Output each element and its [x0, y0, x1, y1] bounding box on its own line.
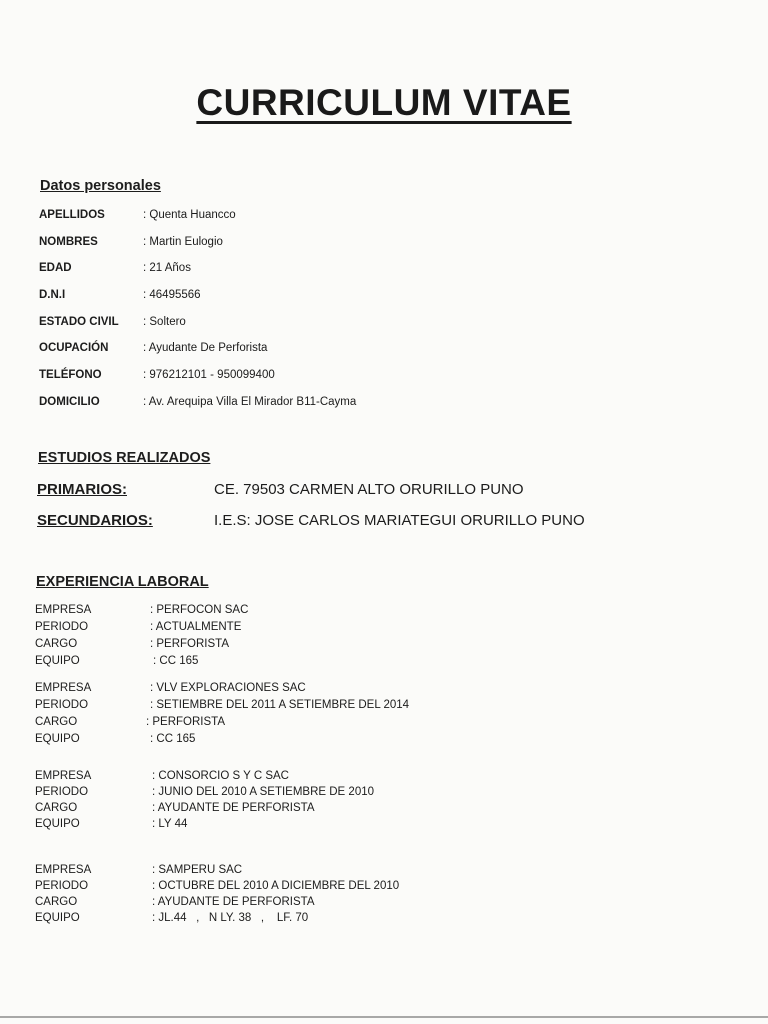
job-periodo: : ACTUALMENTE — [150, 621, 242, 633]
job-cargo: : PERFORISTA — [146, 716, 226, 728]
job-label-cargo: CARGO — [35, 802, 78, 814]
job-periodo: : SETIEMBRE DEL 2011 A SETIEMBRE DEL 2014 — [150, 699, 410, 711]
job-equipo: : CC 165 — [150, 733, 196, 745]
personal-label: D.N.I — [39, 289, 66, 301]
personal-label: ESTADO CIVIL — [39, 316, 119, 328]
job-empresa: : VLV EXPLORACIONES SAC — [150, 682, 306, 694]
job-cargo: : AYUDANTE DE PERFORISTA — [152, 896, 315, 908]
personal-value: : 21 Años — [143, 262, 191, 274]
personal-label: TELÉFONO — [39, 369, 102, 381]
job-equipo: : JL.44 , N LY. 38 , LF. 70 — [152, 912, 309, 924]
job-equipo: : CC 165 — [153, 655, 199, 667]
personal-value: : Quenta Huancco — [143, 209, 236, 221]
job-equipo: : LY 44 — [152, 818, 188, 830]
experience-heading: EXPERIENCIA LABORAL — [36, 574, 209, 590]
personal-value: : Ayudante De Perforista — [143, 342, 268, 354]
personal-label: OCUPACIÓN — [39, 342, 109, 354]
personal-value: : Martin Eulogio — [143, 236, 223, 248]
job-label-empresa: EMPRESA — [35, 682, 92, 694]
document-title: CURRICULUM VITAE — [196, 82, 572, 123]
job-empresa: : CONSORCIO S Y C SAC — [152, 770, 289, 782]
job-label-cargo: CARGO — [35, 716, 78, 728]
personal-label: APELLIDOS — [39, 209, 105, 221]
job-cargo: : PERFORISTA — [150, 638, 230, 650]
job-cargo: : AYUDANTE DE PERFORISTA — [152, 802, 315, 814]
job-label-periodo: PERIODO — [35, 621, 89, 633]
job-label-empresa: EMPRESA — [35, 604, 92, 616]
personal-label: DOMICILIO — [39, 396, 100, 408]
studies-heading: ESTUDIOS REALIZADOS — [38, 450, 211, 466]
scan-edge-line — [0, 1016, 768, 1018]
job-label-periodo: PERIODO — [35, 880, 89, 892]
job-label-empresa: EMPRESA — [35, 770, 92, 782]
job-label-periodo: PERIODO — [35, 699, 89, 711]
job-label-equipo: EQUIPO — [35, 818, 80, 830]
job-label-cargo: CARGO — [35, 638, 78, 650]
personal-value: : Av. Arequipa Villa El Mirador B11-Cayma — [143, 396, 357, 408]
job-label-equipo: EQUIPO — [35, 655, 80, 667]
study-label: SECUNDARIOS: — [37, 512, 153, 529]
study-value: I.E.S: JOSE CARLOS MARIATEGUI ORURILLO PUNO — [214, 512, 585, 529]
study-label: PRIMARIOS: — [37, 481, 127, 498]
job-label-equipo: EQUIPO — [35, 733, 80, 745]
personal-value: : 976212101 - 950099400 — [143, 369, 275, 381]
personal-label: NOMBRES — [39, 236, 98, 248]
job-periodo: : OCTUBRE DEL 2010 A DICIEMBRE DEL 2010 — [152, 880, 400, 892]
personal-value: : Soltero — [143, 316, 186, 328]
personal-data-heading: Datos personales — [40, 178, 161, 194]
job-label-empresa: EMPRESA — [35, 864, 92, 876]
job-empresa: : PERFOCON SAC — [150, 604, 249, 616]
study-value: CE. 79503 CARMEN ALTO ORURILLO PUNO — [214, 481, 524, 498]
job-periodo: : JUNIO DEL 2010 A SETIEMBRE DE 2010 — [152, 786, 375, 798]
job-label-periodo: PERIODO — [35, 786, 89, 798]
personal-label: EDAD — [39, 262, 72, 274]
job-label-equipo: EQUIPO — [35, 912, 80, 924]
job-empresa: : SAMPERU SAC — [152, 864, 243, 876]
job-label-cargo: CARGO — [35, 896, 78, 908]
personal-value: : 46495566 — [143, 289, 201, 301]
